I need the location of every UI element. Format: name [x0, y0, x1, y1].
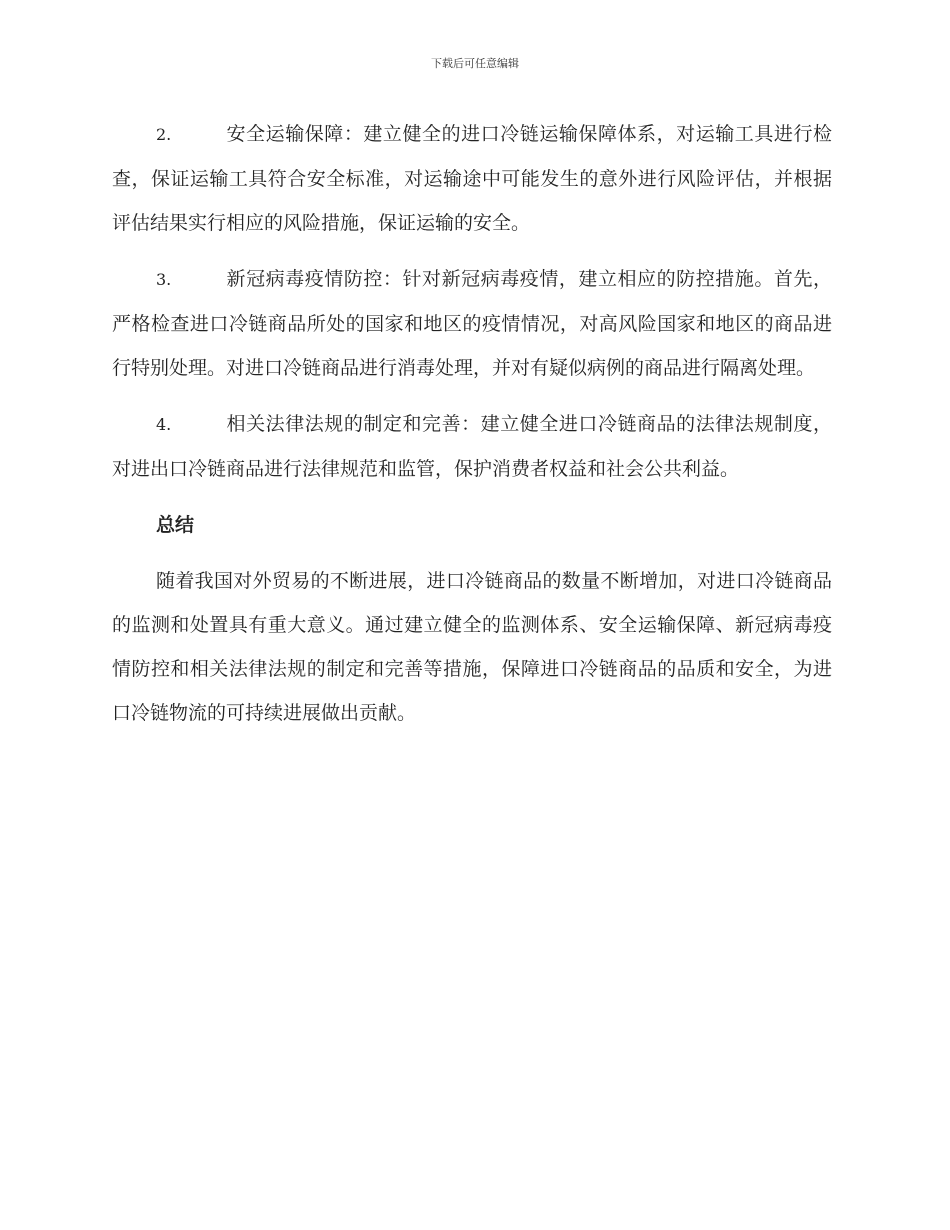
- list-item-number: 4.: [156, 415, 172, 434]
- list-item-text: 相关法律法规的制定和完善：建立健全进口冷链商品的法律法规制度，对进出口冷链商品进行法律规范和监管，保护消费者权益和社会公共利益。: [112, 413, 832, 480]
- list-item-number: 2.: [156, 125, 172, 144]
- list-item-3: [112, 257, 832, 390]
- header-note: 下载后可任意编辑: [431, 57, 519, 70]
- list-item-text: 新冠病毒疫情防控：针对新冠病毒疫情，建立相应的防控措施。首先，严格检查进口冷链商品所处的国家和地区的疫情情况，对高风险国家和地区的商品进行特别处理。对进口冷链商品进行消毒处理，并对有疑似病例的商品进行隔离处理。: [112, 268, 832, 379]
- summary-paragraph: 随着我国对外贸易的不断进展，进口冷链商品的数量不断增加，对进口冷链商品的监测和处置具有重大意义。通过建立健全的监测体系、安全运输保障、新冠病毒疫情防控和相关法律法规的制定和完善等措施，保障进口冷链商品的品质和安全，为进口冷链物流的可持续进展做出贡献。: [112, 570, 832, 724]
- list-item-number: 3.: [156, 270, 172, 289]
- document-body: [112, 112, 832, 735]
- summary-heading: 总结: [156, 514, 195, 536]
- list-item-text: 安全运输保障：建立健全的进口冷链运输保障体系，对运输工具进行检查，保证运输工具符合安全标准，对运输途中可能发生的意外进行风险评估，并根据评估结果实行相应的风险措施，保证运输的安全。: [112, 123, 832, 234]
- list-item-4: [112, 402, 832, 491]
- list-item-2: [112, 112, 832, 245]
